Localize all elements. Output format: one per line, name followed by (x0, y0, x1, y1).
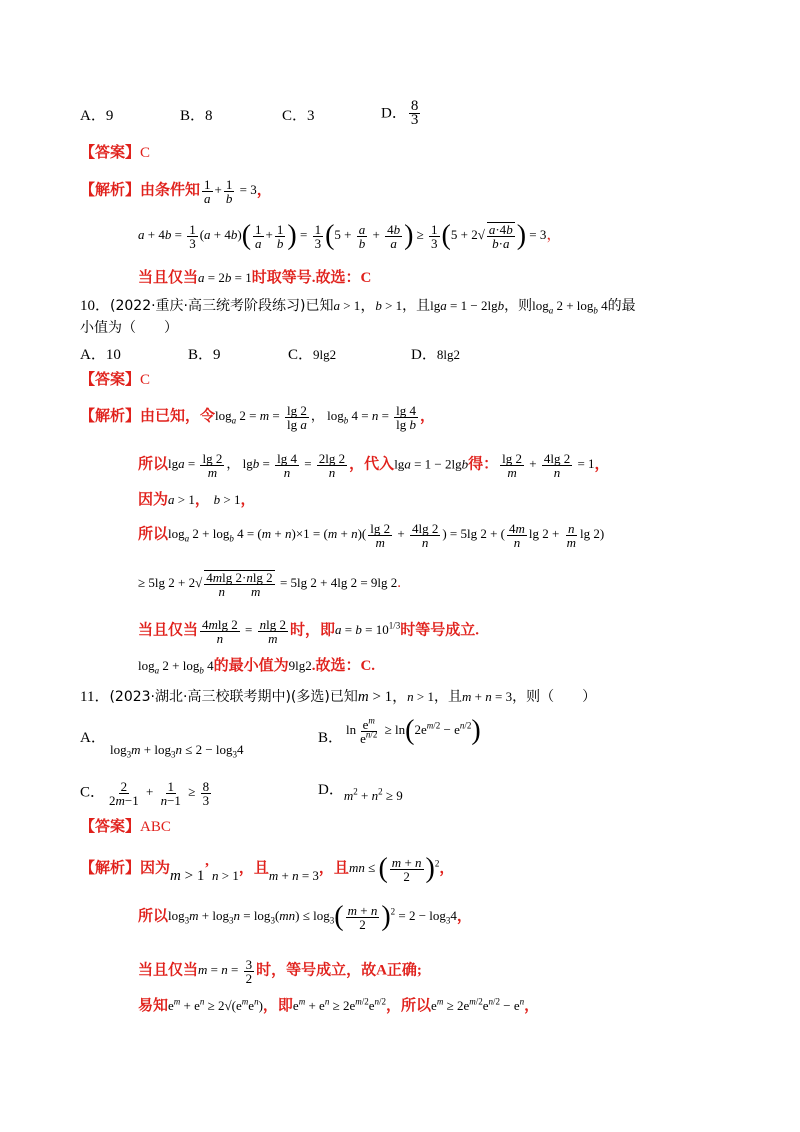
q10-analysis-line7: $\log_a 2 + \log_b 4$的最小值为9lg2.故选：C. (138, 658, 376, 676)
q11-option-a-formula: $\log_3m + \log_3n \le 2 - \log_34$ (110, 742, 244, 760)
q10-option-c: C．9lg2 (288, 347, 337, 363)
q10-option-a: A．10 (80, 347, 121, 363)
q9-option-a: A．9 (80, 108, 114, 124)
q10-analysis-line4: 所以$\log_a 2 + \log_b 4 = (m + n)\times 1 = (m + n)$( $\frac{\lg 2}{m}$ + $\frac{4\lg 2}{n}$ ) = 5lg 2 + ( $\frac{4m}{n}$ lg 2 + $\frac{n}{m}$ lg 2) (138, 521, 605, 550)
q10-analysis-line1: 【解析】由已知，令$\log_a 2 = m$ = $\frac{\lg 2}{\text{lg a}}$ ， $\log_b 4 = n$ = $\frac{\lg 4}{\text{lg b}}$ ， (80, 403, 436, 432)
q11-option-b-formula: ln $\frac{e^m}{e^{n/2}}$ ≥ $\ln(2e^{m/2} - e^{n/2})$ (346, 715, 481, 747)
q10-stem-line2: 小值为（ ） (80, 320, 178, 336)
q9-option-c: C．3 (282, 108, 315, 124)
q11-option-b: B． (318, 730, 344, 746)
q11-analysis-line4: 易知$e^m + e^n \ge 2√(e^me^n)$，即$e^m + e^n \ge 2e^{m/2}e^{n/2}$，所以$e^m \ge 2e^{m/2}e^{n/2} - e^n$， (138, 996, 540, 1014)
q9-formula1: $\frac{1}{a}$ + $\frac{1}{b}$ = 3 (204, 177, 257, 206)
q10-analysis-line6: 当且仅当 $\frac{4mlg 2}{n}$ = $\frac{nlg 2}{m}$ 时，即$a = b = 10^{1/3}$时等号成立. (138, 617, 479, 646)
q10-analysis-line2: 所以lga = $\frac{\lg 2}{m}$ ， lgb = $\frac{\lg 4}{n}$ = $\frac{2\lg 2}{n}$ ，代入lga = 1 − 2lgb得： $\frac{\lg 2}{m}$ + $\frac{4\lg 2}{n}$ = 1， (138, 451, 610, 480)
q11-stem: 11．(2023·湖北·高三校联考期中)(多选)已知m > 1，n > 1，且m + n = 3，则（ ） (80, 689, 597, 705)
q9-formula2: a + 4b = $\frac{1}{3}$ (a + 4b)( $\frac{1}{a}$ + $\frac{1}{b}$ ) = $\frac{1}{3}$ (5 + $\frac{a}{b}$ + $\frac{4b}{a}$ ) ≥ $\frac{1}{3}$ (5 + 2√ $\frac{a\cdot 4b}{b\cdot a}$ ) = 3， (138, 220, 562, 251)
q11-option-a: A． (80, 730, 106, 746)
q9-option-b: B．8 (180, 108, 213, 124)
q9-option-d: D． $\frac{8}{3}$ (381, 98, 419, 128)
q11-analysis-line1: 【解析】因为m > 1’ n > 1，且m + n = 3，且mn ≤ ( $\frac{m + n}{2}$ )$^2$， (80, 853, 455, 885)
q10-option-d: D．8lg2 (411, 347, 460, 363)
q11-analysis-line3: 当且仅当m = n = $\frac{3}{2}$ 时，等号成立，故A正确; (138, 957, 422, 986)
q10-option-b: B．9 (188, 347, 221, 363)
q9-analysis-line1: 【解析】由条件知 $\frac{1}{a}$ + $\frac{1}{b}$ = 3， (80, 177, 272, 206)
q10-answer: 【答案】C (80, 372, 151, 388)
q10-stem-line1: 10．(2022·重庆·高三统考阶段练习)已知a > 1，b > 1，且lga = 1 − 2lgb，则$\log_a 2 + \log_b 4$的最 (80, 298, 636, 316)
q9-answer: 【答案】C (80, 145, 151, 161)
q11-option-d: D．$m^2 + n^2 \ge 9$ (318, 782, 403, 803)
q10-analysis-line3: 因为a > 1， b > 1， (138, 492, 256, 508)
q11-answer: 【答案】ABC (80, 819, 171, 835)
q11-analysis-line2: 所以$\log_3m + \log_3n = \log_3(mn) \le \log_3$( $\frac{m + n}{2}$ )$^2 = 2 - \log_34$， (138, 901, 472, 933)
q9-analysis-end: 当且仅当a = 2b = 1时取等号.故选：C (138, 270, 372, 286)
q10-analysis-line5: ≥ 5lg 2 + 2√ $\frac{4mlg 2\cdot nlg 2}{\text{n m}}$ = 5lg 2 + 4lg 2 = 9lg 2. (138, 570, 402, 599)
q11-option-c: C． $\frac{2}{2m-1}$ + $\frac{1}{n-1}$ ≥ $\frac{8}{3}$ (80, 779, 210, 808)
